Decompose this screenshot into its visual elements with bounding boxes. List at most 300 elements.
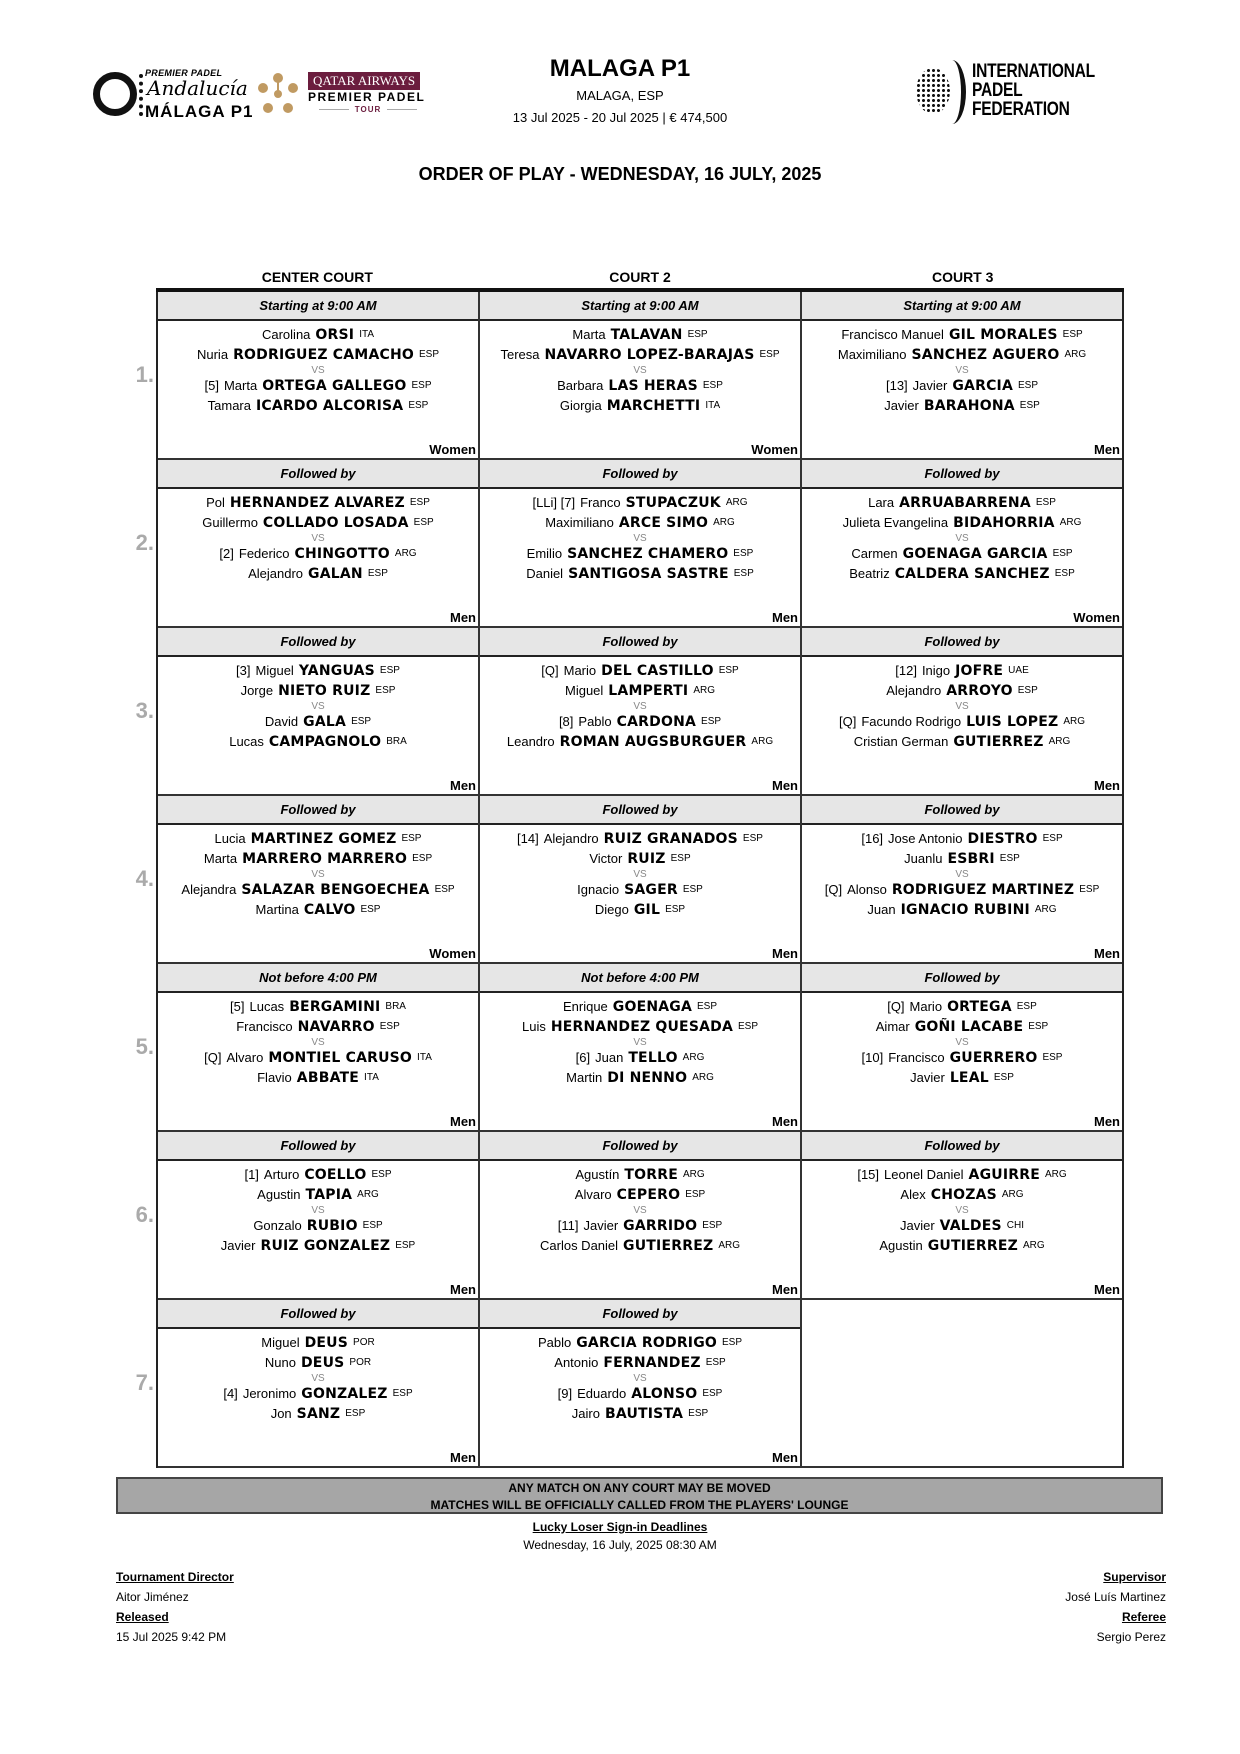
player-nationality: ESP bbox=[371, 1169, 392, 1180]
versus-label: VS bbox=[955, 533, 969, 544]
player-nationality: ESP bbox=[759, 349, 780, 360]
sponsor-name: QATAR AIRWAYS bbox=[308, 72, 420, 90]
match-players bbox=[480, 1161, 800, 1256]
match-cell[interactable] bbox=[480, 964, 802, 1130]
player-last-name: MARRERO MARRERO bbox=[242, 851, 408, 867]
player bbox=[480, 325, 800, 345]
player-first-name: Carlos Daniel bbox=[540, 1238, 619, 1253]
player bbox=[802, 681, 1122, 701]
player-first-name: Francisco bbox=[888, 1050, 945, 1065]
player-last-name: AGUIRRE bbox=[968, 1167, 1040, 1183]
lucky-loser-title: Lucky Loser Sign-in Deadlines bbox=[532, 1520, 708, 1534]
player-nationality: ARG bbox=[718, 1240, 740, 1251]
player bbox=[480, 732, 800, 752]
match-body bbox=[802, 1161, 1122, 1298]
tour-name: PREMIER PADEL bbox=[308, 90, 426, 104]
match-category: Men bbox=[1094, 1114, 1120, 1129]
row-number: 4. bbox=[135, 866, 154, 891]
player-nationality: ESP bbox=[705, 1357, 726, 1368]
player-nationality: ARG bbox=[1034, 904, 1057, 915]
player bbox=[802, 880, 1122, 900]
player-last-name: TALAVAN bbox=[610, 327, 683, 343]
player bbox=[480, 1236, 800, 1256]
match-time-header: Followed by bbox=[802, 460, 1122, 489]
match-category: Women bbox=[751, 442, 798, 457]
player-first-name: Francisco Manuel bbox=[841, 327, 944, 342]
match-cell[interactable] bbox=[802, 1132, 1122, 1298]
player-first-name: Leandro bbox=[506, 734, 555, 749]
row-number: 2. bbox=[135, 530, 154, 555]
player-last-name: BIDAHORRIA bbox=[953, 515, 1055, 531]
player-last-name: CALVO bbox=[303, 902, 356, 918]
player-last-name: NAVARRO LOPEZ-BARAJAS bbox=[544, 347, 755, 363]
match-time-header: Followed by bbox=[480, 1132, 800, 1161]
versus-label: VS bbox=[311, 701, 325, 712]
player-nationality: UAE bbox=[1008, 665, 1029, 676]
versus-label: VS bbox=[955, 869, 969, 880]
player bbox=[480, 564, 800, 584]
player-first-name: Lucia bbox=[214, 831, 246, 846]
player-last-name: SAGER bbox=[624, 882, 678, 898]
player-first-name: Alvaro bbox=[226, 1050, 264, 1065]
player-last-name: ABBATE bbox=[296, 1070, 360, 1086]
supervisor-name: José Luís Martinez bbox=[1065, 1590, 1166, 1604]
player bbox=[158, 1068, 478, 1088]
player bbox=[158, 681, 478, 701]
player-nationality: ESP bbox=[1062, 329, 1083, 340]
empty-cell bbox=[802, 1300, 1122, 1466]
player-last-name: FERNANDEZ bbox=[603, 1355, 701, 1371]
player-first-name: Marta bbox=[223, 378, 258, 393]
player-nationality: ESP bbox=[682, 884, 703, 895]
schedule-row bbox=[135, 1300, 1122, 1468]
player bbox=[480, 1353, 800, 1373]
versus-label: VS bbox=[311, 533, 325, 544]
player-seed: [Q] bbox=[541, 663, 559, 678]
player-first-name: Miguel bbox=[261, 1335, 300, 1350]
player-last-name: DIESTRO bbox=[967, 831, 1038, 847]
supervisor-label: Supervisor bbox=[1103, 1570, 1166, 1584]
player-nationality: ESP bbox=[733, 548, 754, 559]
player bbox=[802, 1017, 1122, 1037]
tournament-header bbox=[420, 54, 820, 128]
player-nationality: ITA bbox=[705, 400, 721, 411]
match-category: Men bbox=[772, 610, 798, 625]
schedule-row bbox=[135, 460, 1122, 628]
match-cell[interactable] bbox=[158, 964, 480, 1130]
player-last-name: GARCIA RODRIGO bbox=[576, 1335, 718, 1351]
player-first-name: Juanlu bbox=[904, 851, 943, 866]
player-nationality: ESP bbox=[665, 904, 686, 915]
match-cell[interactable] bbox=[480, 1300, 802, 1466]
player-nationality: ESP bbox=[1028, 1021, 1049, 1032]
player-last-name: GUTIERREZ bbox=[623, 1238, 714, 1254]
match-body bbox=[802, 321, 1122, 458]
player-nationality: ARG bbox=[1001, 1189, 1024, 1200]
player-nationality: ESP bbox=[1035, 497, 1056, 508]
player-first-name: Marta bbox=[203, 851, 238, 866]
player-nationality: ESP bbox=[718, 665, 739, 676]
match-cell[interactable] bbox=[802, 796, 1122, 962]
player-first-name: Daniel bbox=[526, 566, 564, 581]
match-category: Women bbox=[429, 946, 476, 961]
player bbox=[158, 564, 478, 584]
player bbox=[802, 396, 1122, 416]
player-last-name: GUTIERREZ bbox=[927, 1238, 1018, 1254]
court-header-court-3: COURT 3 bbox=[931, 269, 994, 285]
player-first-name: Alejandro bbox=[886, 683, 942, 698]
match-category: Men bbox=[772, 1114, 798, 1129]
player-seed: [10] bbox=[861, 1050, 884, 1065]
player-seed: [15] bbox=[857, 1167, 880, 1182]
player-last-name: LAS HERAS bbox=[608, 378, 698, 394]
versus-label: VS bbox=[955, 365, 969, 376]
player-first-name: Miguel bbox=[565, 683, 604, 698]
international-padel-federation-logo: INTERNATIONAL PADEL FEDERATION bbox=[912, 58, 1092, 126]
court-header-center-court: CENTER COURT bbox=[261, 269, 373, 285]
player bbox=[158, 544, 478, 564]
player-last-name: CHOZAS bbox=[930, 1187, 997, 1203]
match-cell[interactable] bbox=[480, 292, 802, 458]
match-body bbox=[158, 657, 478, 794]
player-first-name: Martin bbox=[566, 1070, 603, 1085]
player-seed: [5] bbox=[204, 378, 219, 393]
player-nationality: ESP bbox=[1054, 568, 1075, 579]
player bbox=[158, 325, 478, 345]
player-nationality: ESP bbox=[413, 517, 434, 528]
match-cell[interactable] bbox=[158, 1300, 480, 1466]
player-seed: [5] bbox=[230, 999, 245, 1014]
match-players bbox=[480, 489, 800, 584]
versus-label: VS bbox=[633, 869, 647, 880]
match-body bbox=[158, 1329, 478, 1466]
match-time-header: Followed by bbox=[480, 628, 800, 657]
player-last-name: MARCHETTI bbox=[606, 398, 701, 414]
match-cell[interactable] bbox=[158, 292, 480, 458]
player-last-name: GIL bbox=[633, 902, 661, 918]
player bbox=[158, 997, 478, 1017]
player-first-name: Leonel Daniel bbox=[884, 1167, 964, 1182]
match-body bbox=[480, 321, 800, 458]
player-nationality: POR bbox=[353, 1337, 375, 1348]
player-first-name: Diego bbox=[594, 902, 629, 917]
player-last-name: GOENAGA GARCIA bbox=[902, 546, 1048, 562]
player-seed: [11] bbox=[557, 1218, 579, 1233]
player-first-name: Ignacio bbox=[577, 882, 620, 897]
match-category: Men bbox=[1094, 778, 1120, 793]
player-nationality: ITA bbox=[417, 1052, 432, 1063]
match-players bbox=[158, 657, 478, 752]
match-cell[interactable] bbox=[802, 964, 1122, 1130]
match-time-header: Not before 4:00 PM bbox=[158, 964, 478, 993]
officials-right bbox=[1065, 1567, 1166, 1647]
notice-line-2: MATCHES WILL BE OFFICIALLY CALLED FROM THE PLAYERS' LOUNGE bbox=[430, 1498, 849, 1512]
player bbox=[158, 1048, 478, 1068]
player-last-name: TAPIA bbox=[305, 1187, 353, 1203]
match-cell[interactable] bbox=[480, 796, 802, 962]
player-last-name: CAMPAGNOLO bbox=[268, 734, 382, 750]
versus-label: VS bbox=[633, 533, 647, 544]
match-body bbox=[802, 489, 1122, 626]
player-nationality: ESP bbox=[1079, 884, 1100, 895]
match-category: Men bbox=[772, 1282, 798, 1297]
player-nationality: ARG bbox=[1064, 349, 1087, 360]
player-last-name: RODRIGUEZ MARTINEZ bbox=[891, 882, 1075, 898]
player-seed: [LLi] [7] bbox=[532, 495, 576, 510]
player-seed: [Q] bbox=[204, 1050, 222, 1065]
player-nationality: ESP bbox=[351, 716, 372, 727]
player-first-name: Alejandro bbox=[543, 831, 599, 846]
versus-label: VS bbox=[311, 1037, 325, 1048]
player bbox=[802, 493, 1122, 513]
player-last-name: GALA bbox=[303, 714, 347, 730]
player bbox=[158, 1333, 478, 1353]
player bbox=[802, 829, 1122, 849]
player-last-name: VALDES bbox=[939, 1218, 1002, 1234]
player bbox=[480, 1017, 800, 1037]
player-nationality: ESP bbox=[1042, 1052, 1063, 1063]
player-nationality: ESP bbox=[411, 380, 432, 391]
player-seed: [16] bbox=[861, 831, 884, 846]
player-last-name: ARROYO bbox=[946, 683, 1013, 699]
player bbox=[480, 1216, 800, 1236]
player bbox=[480, 493, 800, 513]
player-seed: [13] bbox=[885, 378, 908, 393]
player-last-name: CEPERO bbox=[616, 1187, 681, 1203]
player-last-name: BAUTISTA bbox=[604, 1406, 684, 1422]
player-first-name: Giorgia bbox=[559, 398, 602, 413]
player bbox=[158, 880, 478, 900]
player-last-name: NAVARRO bbox=[297, 1019, 375, 1035]
player bbox=[480, 1384, 800, 1404]
player-nationality: ESP bbox=[1019, 400, 1040, 411]
match-body bbox=[480, 489, 800, 626]
match-time-header: Starting at 9:00 AM bbox=[158, 292, 478, 321]
match-cell[interactable] bbox=[480, 1132, 802, 1298]
player-first-name: Javier bbox=[899, 1218, 935, 1233]
schedule-row bbox=[135, 292, 1122, 460]
schedule-row bbox=[135, 628, 1122, 796]
player-nationality: ESP bbox=[362, 1220, 383, 1231]
match-players bbox=[480, 321, 800, 416]
player-first-name: Julieta Evangelina bbox=[842, 515, 949, 530]
versus-label: VS bbox=[633, 701, 647, 712]
player bbox=[158, 900, 478, 920]
match-cell[interactable] bbox=[802, 292, 1122, 458]
versus-label: VS bbox=[311, 1205, 325, 1216]
notice-line-1: ANY MATCH ON ANY COURT MAY BE MOVED bbox=[508, 1481, 771, 1495]
player-nationality: ESP bbox=[401, 833, 422, 844]
page-title: ORDER OF PLAY - WEDNESDAY, 16 JULY, 2025 bbox=[418, 164, 822, 184]
player-last-name: RUIZ bbox=[627, 851, 666, 867]
player-first-name: Alonso bbox=[847, 882, 887, 897]
player bbox=[480, 1048, 800, 1068]
player-nationality: ESP bbox=[412, 853, 433, 864]
officials-left bbox=[116, 1567, 234, 1647]
player-last-name: BERGAMINI bbox=[289, 999, 381, 1015]
match-cell[interactable] bbox=[158, 1132, 480, 1298]
match-cell[interactable] bbox=[480, 628, 802, 794]
match-players bbox=[480, 825, 800, 920]
player-seed: [8] bbox=[558, 714, 574, 729]
match-players bbox=[480, 1329, 800, 1424]
player-nationality: ESP bbox=[688, 1408, 709, 1419]
player-first-name: Guillermo bbox=[202, 515, 258, 530]
player bbox=[158, 396, 478, 416]
row-number: 7. bbox=[135, 1370, 154, 1395]
player-first-name: Lucas bbox=[249, 999, 285, 1014]
player-seed: [3] bbox=[236, 663, 251, 678]
player bbox=[480, 376, 800, 396]
player-first-name: Javier bbox=[910, 1070, 945, 1085]
player-nationality: ARG bbox=[1063, 716, 1085, 727]
match-players bbox=[158, 1161, 478, 1256]
player bbox=[802, 1236, 1122, 1256]
match-category: Men bbox=[450, 1114, 476, 1129]
versus-label: VS bbox=[633, 365, 647, 376]
player-last-name: GOENAGA bbox=[612, 999, 693, 1015]
match-time-header: Followed by bbox=[158, 1300, 478, 1329]
player-nationality: ARG bbox=[357, 1189, 379, 1200]
qatar-airways-premier-padel-tour-logo bbox=[256, 70, 426, 122]
player bbox=[158, 376, 478, 396]
player-last-name: LUIS LOPEZ bbox=[966, 714, 1059, 730]
player bbox=[802, 564, 1122, 584]
match-body bbox=[158, 825, 478, 962]
player-last-name: ARRUABARRENA bbox=[899, 495, 1031, 511]
match-players bbox=[158, 321, 478, 416]
player-nationality: ESP bbox=[742, 833, 763, 844]
match-cell[interactable] bbox=[802, 460, 1122, 626]
player bbox=[480, 829, 800, 849]
player bbox=[480, 997, 800, 1017]
schedule-row bbox=[135, 964, 1122, 1132]
player-last-name: CARDONA bbox=[616, 714, 697, 730]
match-category: Women bbox=[429, 442, 476, 457]
notice-banner bbox=[116, 1477, 1163, 1514]
player-nationality: ESP bbox=[1052, 548, 1073, 559]
row-number: 1. bbox=[135, 362, 154, 387]
player-nationality: ITA bbox=[364, 1072, 379, 1083]
player bbox=[802, 325, 1122, 345]
player bbox=[158, 829, 478, 849]
match-cell[interactable] bbox=[158, 460, 480, 626]
player-last-name: RODRIGUEZ CAMACHO bbox=[233, 347, 414, 363]
player-first-name: Javier bbox=[220, 1238, 256, 1253]
player bbox=[480, 712, 800, 732]
player-last-name: CHINGOTTO bbox=[294, 546, 390, 562]
player-nationality: ESP bbox=[702, 1388, 723, 1399]
player-last-name: SANCHEZ CHAMERO bbox=[567, 546, 729, 562]
match-rows bbox=[135, 292, 1124, 1468]
match-category: Men bbox=[450, 1282, 476, 1297]
match-players bbox=[802, 1161, 1122, 1256]
player-first-name: Franco bbox=[580, 495, 621, 510]
player-first-name: Javier bbox=[912, 378, 948, 393]
match-cell[interactable] bbox=[158, 796, 480, 962]
match-category: Men bbox=[772, 778, 798, 793]
match-players bbox=[802, 321, 1122, 416]
player-first-name: Javier bbox=[884, 398, 919, 413]
versus-label: VS bbox=[633, 1373, 647, 1384]
player-last-name: NIETO RUIZ bbox=[278, 683, 371, 699]
player-last-name: SANZ bbox=[296, 1406, 341, 1422]
player-nationality: ESP bbox=[733, 568, 754, 579]
court-header-court-2: COURT 2 bbox=[609, 269, 671, 285]
player-first-name: Maximiliano bbox=[837, 347, 907, 362]
player-nationality: ESP bbox=[409, 497, 430, 508]
player-first-name: Jeronimo bbox=[242, 1386, 297, 1401]
match-time-header: Followed by bbox=[480, 1300, 800, 1329]
player bbox=[802, 661, 1122, 681]
player bbox=[802, 712, 1122, 732]
versus-label: VS bbox=[311, 869, 325, 880]
player-last-name: MARTINEZ GOMEZ bbox=[250, 831, 397, 847]
player bbox=[802, 376, 1122, 396]
player bbox=[480, 1068, 800, 1088]
player-last-name: ORTEGA GALLEGO bbox=[262, 378, 407, 394]
player-nationality: ARG bbox=[1048, 736, 1071, 747]
player-first-name: Barbara bbox=[557, 378, 604, 393]
court-headers bbox=[156, 266, 1124, 288]
versus-label: VS bbox=[955, 701, 969, 712]
match-cell[interactable] bbox=[802, 628, 1122, 794]
player bbox=[802, 997, 1122, 1017]
player bbox=[158, 1404, 478, 1424]
referee-label: Referee bbox=[1121, 1610, 1166, 1624]
match-players bbox=[480, 657, 800, 752]
match-players bbox=[802, 993, 1122, 1088]
lucky-loser-date: Wednesday, 16 July, 2025 08:30 AM bbox=[523, 1538, 717, 1552]
player-nationality: ESP bbox=[375, 685, 396, 696]
order-of-play-grid bbox=[135, 266, 1124, 1468]
player-first-name: Pablo bbox=[578, 714, 612, 729]
row-number: 3. bbox=[135, 698, 154, 723]
player-first-name: Victor bbox=[589, 851, 623, 866]
player-nationality: ESP bbox=[702, 1220, 723, 1231]
match-cell[interactable] bbox=[158, 628, 480, 794]
match-cell[interactable] bbox=[480, 460, 802, 626]
match-body bbox=[802, 993, 1122, 1130]
versus-label: VS bbox=[311, 365, 325, 376]
player-nationality: ARG bbox=[1022, 1240, 1045, 1251]
match-body bbox=[480, 1329, 800, 1466]
versus-label: VS bbox=[311, 1373, 325, 1384]
player-nationality: ESP bbox=[1042, 833, 1063, 844]
player-last-name: MONTIEL CARUSO bbox=[268, 1050, 413, 1066]
match-category: Men bbox=[1094, 946, 1120, 961]
player bbox=[158, 661, 478, 681]
match-body bbox=[158, 321, 478, 458]
player-nationality: CHI bbox=[1006, 1220, 1025, 1231]
player-last-name: LEAL bbox=[949, 1070, 989, 1086]
logo-text-bottom: MÁLAGA P1 bbox=[145, 102, 254, 121]
player-first-name: Alejandro bbox=[248, 566, 304, 581]
player-nationality: BRA bbox=[386, 736, 407, 747]
player-last-name: BARAHONA bbox=[923, 398, 1015, 414]
player-first-name: Nuria bbox=[196, 347, 229, 362]
player-last-name: STUPACZUK bbox=[625, 495, 721, 511]
player-last-name: GUERRERO bbox=[949, 1050, 1038, 1066]
player bbox=[158, 732, 478, 752]
player bbox=[802, 1165, 1122, 1185]
player-last-name: YANGUAS bbox=[298, 663, 375, 679]
player-first-name: Aimar bbox=[875, 1019, 910, 1034]
player-nationality: ESP bbox=[434, 884, 455, 895]
logo-text-top: PREMIER PADEL bbox=[145, 68, 223, 78]
player-last-name: GIL MORALES bbox=[948, 327, 1058, 343]
player-nationality: ESP bbox=[395, 1240, 416, 1251]
